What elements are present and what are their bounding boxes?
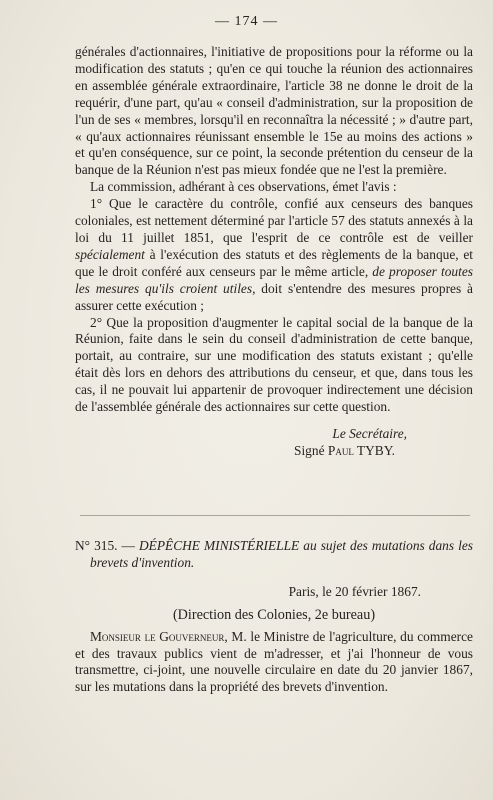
signature-name: Paul TYBY. [327,442,395,458]
page-number: — 174 — [215,14,278,29]
letter-text: M. le Ministre de l'agriculture, du commerce et des travaux publics vient de m'adresser, et j'ai l'honneur de vous transmettre, ci-joint, une nouvelle circulaire en date du 20 janvier 1867, sur les mutations dans la propriété des brevets d'invention. [75,628,473,695]
signature-prefix: Signé [294,442,328,458]
paragraph-point-1 [75,196,473,314]
text-block-lower [75,538,473,696]
direction-line: (Direction des Colonies, 2e bureau) [172,606,376,623]
paragraph-point-2: 2° Que la proposition d'augmenter le capital social de la banque de la Réunion, faite dans le sein du conseil d'administration de cette banque, portait, au contraire, sur une modification des statuts existant ; qu'elle était dès lors en dehors des attributions du censeur, et que, dans tous les cas, il ne pouvait lui appartenir de provoquer indirectement une décision de l'assemblée générale des actionnaires sur cette question. [75,314,473,415]
salutation: Monsieur le Gouverneur, [90,628,228,644]
section-divider [80,515,470,516]
point-1-text-a: 1° Que le caractère du contrôle, confié aux censeurs des banques coloniales, est nettement déterminé par l'article 57 des statuts annexés à la loi du 11 juillet 1851, que l'esprit de ce contrôle est de veiller [75,196,473,245]
point-1-italic-d: de proposer toutes les mesures qu'ils croient utiles, [75,263,473,296]
point-1-italic-b: spécialement [75,246,145,262]
dispatch-heading [75,538,473,572]
paragraph-letter [75,629,473,697]
dispatch-number: N° 315. — [75,538,139,553]
point-1-text-c: à l'exécution des statuts et des règlements de la banque, et que le droit conféré aux censeurs par le même article, [75,246,473,279]
paragraph-continuation: générales d'actionnaires, l'initiative de propositions pour la réforme ou la modification des statuts ; qu'en ce qui touche la réunion des actionnaires en assemblée générale extraordinaire, l'article 38 ne donne le droit de la requérir, d'une part, qu'au « conseil d'administration, sur la proposition de l'un de ses « membres, lorsqu'il en reconnaîtra la nécessité ; » d'autre part, « qu'aux actionnaires réunissant ensemble le 15e au moins des actions » et qu'en conséquence, sur ce point, la seconde prétention du censeur de la banque de la Réunion n'est pas mieux fondée que ne l'est la première. [75,44,473,178]
point-1-text-e: doit s'entendre des mesures propres à assurer cette exécution ; [75,280,473,313]
secretary-title: Le Secrétaire, [332,425,407,441]
text-block-upper [75,44,473,460]
paragraph-commission: La commission, adhérant à ces observations, émet l'avis : [90,179,397,195]
dispatch-title: DÉPÊCHE MINISTÉRIELLE au sujet des mutations dans les brevets d'invention. [90,538,473,570]
dateline: Paris, le 20 février 1867. [288,583,421,599]
signature-line [75,443,473,460]
